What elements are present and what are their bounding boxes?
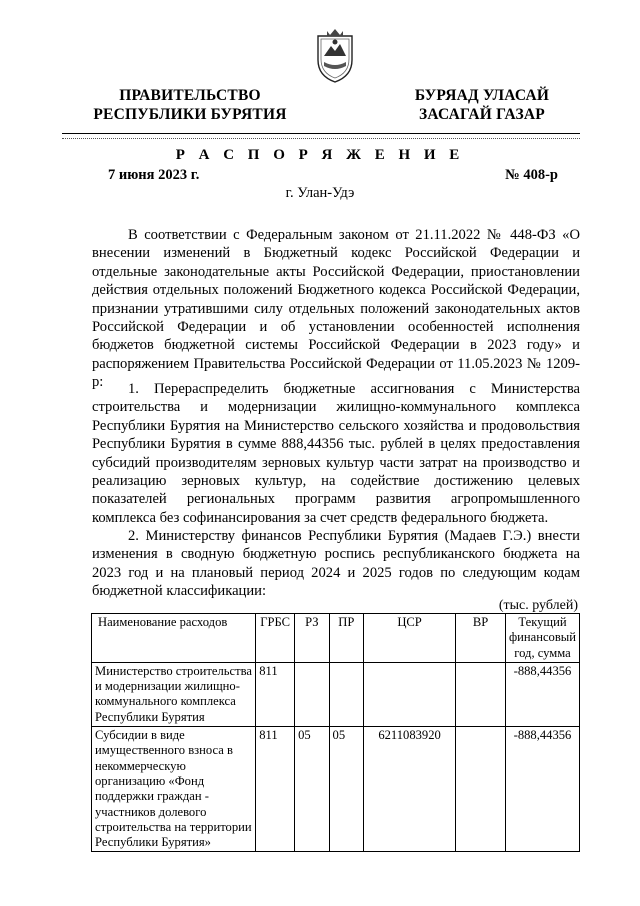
header-divider bbox=[62, 133, 580, 139]
cell-csr bbox=[364, 662, 456, 726]
org-left-line-1: ПРАВИТЕЛЬСТВО bbox=[119, 87, 261, 104]
paragraph-item-2 bbox=[92, 527, 580, 601]
cell-pr: 05 bbox=[329, 727, 364, 852]
table-row bbox=[92, 662, 580, 726]
cell-vr bbox=[456, 662, 506, 726]
document-date: 7 июня 2023 г. bbox=[108, 167, 200, 183]
paragraph-item-1 bbox=[92, 380, 580, 527]
cell-sum: -888,44356 bbox=[506, 727, 580, 852]
table-units: (тыс. рублей) bbox=[498, 598, 578, 613]
header-sum: Текущий финансовый год, сумма bbox=[506, 614, 580, 663]
cell-vr bbox=[456, 727, 506, 852]
budget-table bbox=[91, 613, 580, 852]
document-type: Р А С П О Р Я Ж Е Н И Е bbox=[175, 147, 465, 163]
cell-grbs: 811 bbox=[256, 727, 295, 852]
cell-pr bbox=[329, 662, 364, 726]
document-number: № 408-р bbox=[505, 167, 558, 183]
cell-sum: -888,44356 bbox=[506, 662, 580, 726]
cell-name: Министерство строительства и модернизации жилищно-коммунального комплекса Республики Бурятия bbox=[92, 662, 256, 726]
org-left-line-2: РЕСПУБЛИКИ БУРЯТИЯ bbox=[93, 106, 287, 123]
table-header-row bbox=[92, 614, 580, 663]
org-right-line-1: БУРЯАД УЛАСАЙ bbox=[414, 87, 550, 104]
header-grbs: ГРБС bbox=[256, 614, 295, 663]
paragraph-text: 1. Перераспределить бюджетные ассигнования с Министерства строительства и модернизации жилищно-коммунального комплекса Республики Бурятия на Министерство сельского хозяйства и продовольствия Республики Бурятия в сумме 888,44356 тыс. рублей в целях предоставления субсидий производителям зерновых культур части затрат на производство и реализацию зерновых культур, на содействие достижению целевых показателей региональных программ развития агропромышленного комплекса без софинансирования за счет средств федерального бюджета. bbox=[92, 381, 580, 526]
coat-of-arms-icon bbox=[312, 26, 358, 84]
org-right-line-2: ЗАСАГАЙ ГАЗАР bbox=[419, 106, 545, 123]
government-name-russian bbox=[90, 86, 290, 124]
header-name: Наименование расходов bbox=[92, 614, 256, 663]
header-rz: РЗ bbox=[295, 614, 329, 663]
paragraph-text: В соответствии с Федеральным законом от 21.11.2022 № 448-ФЗ «О внесении изменений в Бюджетный кодекс Российской Федерации и отдельные законодательные акты Российской Федерации, приостановлении действия отдельных положений Бюджетного кодекса Российской Федерации, признании утратившими силу отдельных положений законодательных актов Российской Федерации и об установлении особенностей исполнения бюджетов бюджетной системы Российской Федерации в 2023 году» и распоряжением Правительства Российской Федерации от 11.05.2023 № 1209-р: bbox=[92, 227, 580, 391]
header-vr: ВР bbox=[456, 614, 506, 663]
header-csr: ЦСР bbox=[364, 614, 456, 663]
paragraph-text: 2. Министерству финансов Республики Бурятия (Мадаев Г.Э.) внести изменения в сводную бюджетную роспись республиканского бюджета на 2023 год и на плановый период 2024 и 2025 годов по следующим кодам бюджетной классификации: bbox=[92, 528, 580, 600]
cell-name: Субсидии в виде имущественного взноса в некоммерческую организацию «Фонд поддержки граждан - участников долевого строительства на территории Республики Бурятия» bbox=[92, 727, 256, 852]
cell-rz: 05 bbox=[295, 727, 329, 852]
table-row bbox=[92, 727, 580, 852]
document-city: г. Улан-Удэ bbox=[285, 185, 355, 201]
cell-grbs: 811 bbox=[256, 662, 295, 726]
cell-csr: 6211083920 bbox=[364, 727, 456, 852]
header-pr: ПР bbox=[329, 614, 364, 663]
government-name-buryat bbox=[402, 86, 562, 124]
paragraph-preamble bbox=[92, 226, 580, 392]
cell-rz bbox=[295, 662, 329, 726]
